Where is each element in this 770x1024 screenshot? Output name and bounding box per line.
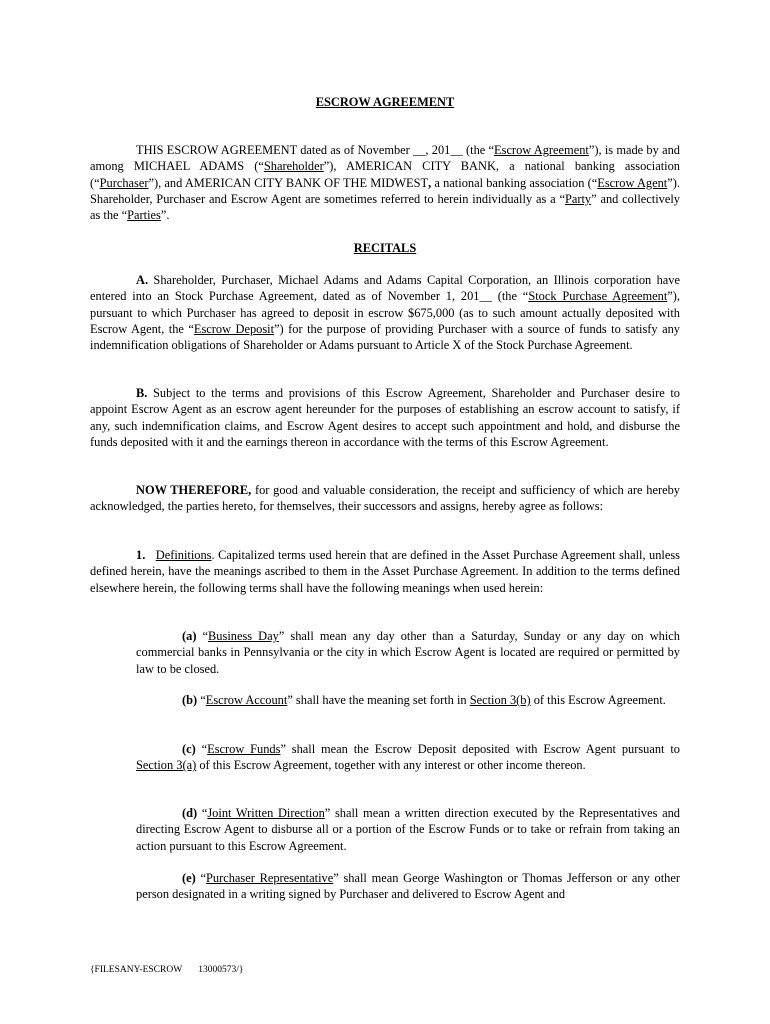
definition-c-text-1: ” shall mean the Escrow Deposit deposited with Escrow Agent pursuant to — [280, 742, 680, 756]
intro-text-2: ”), is made by and among MICHAEL ADAMS (“ — [90, 143, 680, 174]
definition-c-text-2: of this Escrow Agreement, together with any interest or other income thereon. — [196, 758, 586, 773]
definition-d-text: ” shall mean a written direction executed by the Representatives and directing Escrow Agent to disburse all or a portion of the Escrow Funds or to take or refrain from taking an action pursuant to this Escrow Agreement. — [136, 806, 680, 853]
open-quote: “ — [200, 871, 206, 885]
intro-text-7: ”. — [160, 208, 170, 223]
open-quote: “ — [201, 806, 208, 820]
intro-text-5: ”). Shareholder, Purchaser and Escrow Agent are sometimes referred to herein individually as a “ — [90, 175, 680, 206]
recitals-heading: RECITALS — [353, 241, 417, 255]
term-joint-written-direction: Joint Written Direction — [207, 806, 325, 820]
now-therefore-paragraph — [90, 482, 680, 515]
definition-d-label: (d) — [182, 806, 198, 820]
term-party: Party — [564, 191, 592, 206]
term-escrow-agent: Escrow Agent — [597, 175, 668, 190]
recital-a-text-1: Shareholder, Purchaser, Michael Adams and Adams Capital Corporation, an Illinois corporation have entered into an Stock Purchase Agreement, dated as of November 1, 201__ (the “ — [90, 273, 680, 304]
intro-text-3: ”), AMERICAN CITY BANK, a national banking association (“ — [90, 159, 680, 190]
term-purchaser: Purchaser — [99, 175, 149, 190]
section-3a-reference: Section 3(a) — [136, 758, 197, 773]
section-1-definitions — [90, 547, 680, 596]
recital-a-label: A. — [136, 273, 149, 287]
open-quote: “ — [200, 693, 206, 707]
term-escrow-agreement: Escrow Agreement — [494, 143, 589, 157]
definition-b-text-2: of this Escrow Agreement. — [530, 693, 666, 707]
definition-c — [136, 741, 680, 774]
intro-text-4b: a national banking association (“ — [431, 175, 598, 190]
definition-b — [136, 692, 680, 708]
term-parties: Parties — [127, 208, 161, 223]
recital-b — [90, 385, 680, 450]
definition-c-label: (c) — [182, 742, 196, 756]
now-therefore-text: for good and valuable consideration, the receipt and sufficiency of which are hereby acknowledged, the parties hereto, for themselves, their successors and assigns, hereby agree as follows: — [90, 483, 680, 514]
intro-paragraph — [90, 142, 680, 223]
now-therefore-label: NOW THEREFORE, — [136, 483, 252, 497]
definition-e-text: ” shall mean George Washington or Thomas Jefferson or any other person designated in a writing signed by Purchaser and delivered to Escrow Agent and — [136, 871, 680, 902]
term-purchaser-representative: Purchaser Representative — [206, 871, 334, 885]
recital-a — [90, 272, 680, 353]
footer-doc-ref: {FILESANY-ESCROW — [90, 965, 183, 975]
term-business-day: Business Day — [208, 629, 279, 643]
document-title: ESCROW AGREEMENT — [315, 95, 455, 109]
recital-b-label: B. — [136, 386, 148, 400]
open-quote: “ — [202, 629, 209, 643]
definition-e-label: (e) — [182, 871, 196, 885]
definition-b-label: (b) — [182, 693, 198, 707]
term-escrow-account: Escrow Account — [205, 693, 288, 707]
footer-doc-num: 13000573/} — [198, 965, 244, 975]
section-1-heading: Definitions — [155, 548, 212, 562]
recital-a-text-3: ”) for the purpose of providing Purchaser with a source of funds to satisfy any indemnification obligations of Shareholder or Adams pursuant to Article X of the Stock Purchase Agreement. — [90, 321, 680, 353]
definition-d — [136, 805, 680, 854]
definition-b-text-1: ” shall have the meaning set forth in — [287, 693, 470, 707]
definition-a-text: ” shall mean any day other than a Saturday, Sunday or any day on which commercial banks in Pennsylvania or the city in which Escrow Agent is located are required or permitted by law to be closed. — [136, 629, 680, 676]
term-shareholder: Shareholder — [263, 159, 324, 174]
section-3b-reference: Section 3(b) — [469, 693, 531, 707]
term-escrow-deposit: Escrow Deposit — [193, 321, 275, 336]
open-quote: “ — [201, 742, 208, 756]
section-1-text: . Capitalized terms used herein that are defined in the Asset Purchase Agreement shall, unless defined herein, have the meanings ascribed to them in the Asset Purchase Agreement. In addition to the terms defined elsewhere herein, the following terms shall have the following meanings when used herein: — [90, 548, 681, 595]
term-stock-purchase-agreement: Stock Purchase Agreement — [528, 289, 668, 304]
recital-a-text-2: ”), pursuant to which Purchaser has agreed to deposit in escrow $675,000 (as to such amount actually deposited with Escrow Agent, the “ — [90, 289, 680, 336]
definition-a — [136, 628, 680, 677]
page-footer — [90, 964, 243, 976]
intro-text-1: THIS ESCROW AGREEMENT dated as of November __, 201__ (the “ — [136, 143, 495, 157]
section-1-number: 1. — [136, 548, 146, 562]
intro-bold-comma: , — [428, 175, 432, 190]
recital-b-text: Subject to the terms and provisions of this Escrow Agreement, Shareholder and Purchaser desire to appoint Escrow Agent as an escrow agent hereunder for the purposes of establishing an escrow account to satisfy, if any, such indemnification claims, and Escrow Agent desires to accept such appointment and hold, and disburse the funds deposited with it and the earnings thereon in accordance with the terms of this Escrow Agreement. — [90, 386, 680, 449]
definition-a-label: (a) — [182, 629, 197, 643]
term-escrow-funds: Escrow Funds — [207, 742, 281, 756]
intro-text-4: ”), and AMERICAN CITY BANK OF THE MIDWEST — [148, 175, 429, 190]
definition-e — [136, 870, 680, 903]
intro-text-6: ” and collectively as the “ — [90, 191, 680, 223]
